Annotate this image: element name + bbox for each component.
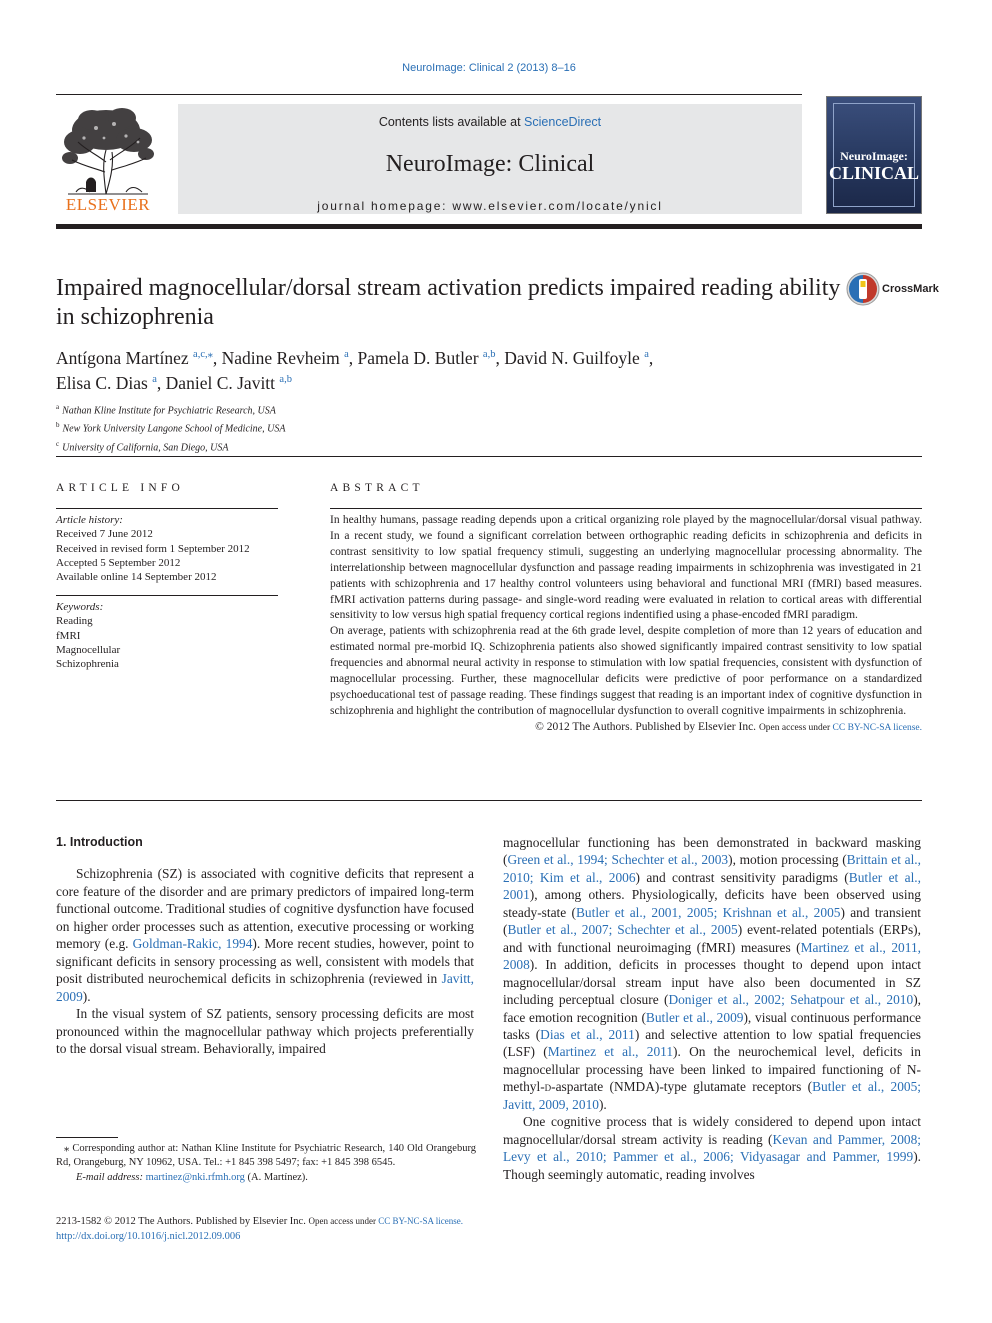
paragraph-text: ). Though seemingly automatic, reading involves (503, 1149, 921, 1182)
paragraph-text: ), visual continuous performance tasks ( (503, 1009, 921, 1042)
cover-title-line1: NeuroImage: (840, 149, 908, 163)
author[interactable] (222, 348, 349, 368)
paragraph-text: ), motion processing ( (728, 852, 847, 868)
footnote-rule (56, 1137, 118, 1138)
citation-link[interactable]: Goldman-Rakic, 1994 (132, 936, 253, 952)
citation-link[interactable]: Butler et al., 2009 (645, 1009, 744, 1025)
article-info-rule (56, 508, 278, 509)
small-caps-text: d (544, 1079, 552, 1095)
abstract-bottom-divider (56, 800, 922, 801)
author-affiliation-marks: a,b (279, 373, 292, 385)
citation-link[interactable]: Martinez et al., 2011 (547, 1044, 674, 1060)
paragraph-text: magnocellular functioning has been demonstrated in backward masking ( (503, 835, 921, 868)
author-name: Daniel C. Javitt (165, 372, 276, 393)
paragraph-text: ). On the neurochemical level, deficits in magnocellular processing have been linked to impaired functioning of N-methyl- (503, 1044, 921, 1095)
paragraph-text: ). (598, 1096, 607, 1112)
affiliation: $^c$ University of California, San Diego, USA (56, 439, 229, 453)
history-item: Accepted 5 September 2012 (56, 556, 181, 569)
copyright-text: © 2012 The Authors. Published by Elsevier Inc. (535, 720, 759, 733)
author-affiliation-marks: a (344, 349, 349, 360)
author-affiliation-marks: a,c,⁎ (193, 349, 213, 360)
paragraph-text: Schizophrenia (SZ) is associated with cognitive deficits that represent a core feature of the disorder and are primary predictors of impaired long-term functional outcome. Traditional studies of cognitive dysfunction have focused on higher order processes such as attention, executive processing or working memory (e.g. (56, 866, 474, 952)
citation-link[interactable]: Green et al., 1994; Schechter et al., 2003 (507, 852, 729, 868)
article-history (56, 513, 278, 584)
journal-cover-thumbnail[interactable] (826, 96, 922, 214)
citation-link[interactable]: Martinez et al., 2011, 2008 (503, 939, 921, 973)
journal-reference[interactable]: NeuroImage: Clinical 2 (2013) 8–16 (402, 62, 576, 74)
crossmark-label: CrossMark (882, 283, 939, 295)
keyword: fMRI (56, 629, 81, 642)
header-divider (56, 456, 922, 457)
paragraph-text: ), face emotion recognition ( (503, 992, 922, 1025)
masthead-panel (178, 104, 802, 214)
keywords-rule (56, 595, 278, 596)
license-link[interactable]: CC BY-NC-SA license. (378, 1216, 463, 1226)
citation-link[interactable]: Butler et al., 2005; Javitt, 2009, 2010 (503, 1079, 921, 1112)
journal-masthead (56, 94, 922, 230)
author-separator: , (212, 347, 222, 368)
citation-link[interactable]: Dias et al., 2011 (540, 1026, 635, 1042)
author-name: Elisa C. Dias (56, 372, 148, 393)
history-item: Received in revised form 1 September 2012 (56, 542, 250, 555)
body-paragraph (503, 834, 921, 1113)
crossmark-badge[interactable] (846, 272, 942, 308)
author-name: Antígona Martínez (56, 347, 189, 368)
journal-name: NeuroImage: Clinical (385, 151, 595, 177)
body-paragraph (56, 1005, 474, 1057)
elsevier-wordmark[interactable]: ELSEVIER (65, 195, 151, 214)
history-item: Received 7 June 2012 (56, 528, 153, 541)
footnote-text: Corresponding author at: Nathan Kline Institute for Psychiatric Research, 140 Old Orangeburg Rd, Orangeburg, NY 10962, USA. Tel.: +1 845 398 5497; fax: +1 845 398 6545. (56, 1143, 476, 1169)
abstract-heading: ABSTRACT (330, 482, 424, 494)
article-history-label: Article history: (56, 514, 123, 526)
citation-link[interactable]: Butler et al., 2001, 2005; Krishnan et al., 2005 (575, 904, 841, 920)
citation-link[interactable]: Butler et al., 2001 (503, 869, 921, 903)
keywords-label: Keywords: (56, 601, 104, 613)
paragraph-text: ). More recent studies, however, point to significant deficits in sensory processing as well, consistent with models that posit distributed neurochemical deficits in schizophrenia (reviewed in (56, 936, 474, 987)
sciencedirect-link[interactable]: ScienceDirect (524, 115, 602, 129)
open-access-text: Open access under (758, 722, 833, 733)
author[interactable] (358, 348, 496, 368)
masthead-bottom-rule (56, 224, 922, 229)
email-link[interactable]: martinez@nki.rfmh.org (145, 1171, 245, 1183)
body-paragraph (503, 1113, 921, 1183)
author-list (56, 344, 916, 394)
article-title: Impaired magnocellular/dorsal stream activation predicts impaired reading ability in schizophrenia (56, 275, 841, 330)
cover-title-line2: CLINICAL (828, 163, 920, 183)
citation-link[interactable]: Doniger et al., 2002; Sehatpour et al., 2010 (668, 992, 914, 1008)
citation-link[interactable]: Javitt, 2009 (56, 971, 474, 1004)
author-name: David N. Guilfoyle (504, 347, 640, 368)
author[interactable] (166, 373, 292, 393)
author-separator: , (156, 372, 166, 393)
body-column-left (56, 834, 474, 1057)
paragraph-text: -aspartate (NMDA)-type glutamate receptors ( (551, 1079, 813, 1095)
affiliation: $^a$ Nathan Kline Institute for Psychiatric Research, USA (56, 403, 276, 417)
author-separator: , (495, 347, 505, 368)
author-name: Nadine Revheim (221, 347, 340, 368)
paragraph-text: ) and transient ( (503, 904, 921, 938)
history-item: Available online 14 September 2012 (56, 571, 217, 584)
abstract (330, 513, 922, 737)
abstract-rule (330, 508, 922, 509)
affiliation: $^b$ New York University Langone School of Medicine, USA (56, 421, 286, 435)
email-suffix: (A. Martínez). (244, 1171, 308, 1183)
paragraph-text: In the visual system of SZ patients, sensory processing deficits are most pronounced within the magnocellular pathway which projects preferentially to the dorsal visual stream. Behaviorally, impaired (56, 1006, 474, 1056)
paragraph-text: ). In addition, deficits in processes thought to depend upon intact magnocellular/dorsal stream input have also been documented in SZ including perceptual closure ( (503, 957, 921, 1008)
keyword: Reading (56, 615, 93, 628)
author-affiliation-marks: a (644, 349, 649, 360)
email-label: E-mail address: (76, 1171, 146, 1183)
license-link[interactable]: CC BY-NC-SA license. (832, 722, 922, 733)
footnote-star: ⁎ (64, 1143, 70, 1154)
body-column-right (503, 834, 921, 1183)
affiliation-list (56, 400, 556, 455)
author[interactable] (56, 373, 157, 393)
citation-link[interactable]: Butler et al., 2007; Schechter et al., 2005 (507, 922, 738, 938)
citation-link[interactable]: Kevan and Pammer, 2008; Levy et al., 2010; Pammer et al., 2006; Vidyasagar and Pammer, 1999 (503, 1131, 922, 1165)
corresponding-author-footnote (56, 1142, 476, 1185)
author-affiliation-marks: a (152, 373, 157, 385)
author-separator: , (648, 347, 654, 368)
citation-link[interactable]: Brittain et al., 2010; Kim et al., 2006 (503, 852, 921, 885)
abstract-paragraph: In healthy humans, passage reading depends upon a critical organizing role played by the magnocellular/dorsal visual pathway. In a recent study, we found a significant correlation between orthographic reading deficits in schizophrenia and deficits in contrast sensitivity to low spatial frequency stimuli, suggesting an underlying magnocellular processing abnormality. The interrelationship between magnocellular dysfunction and passage reading impairments in schizophrenia was investigated in 21 patients with schizophrenia and 17 healthy control volunteers using behavioral and functional MRI (fMRI) based measures. fMRI activation patterns during passage- and single-word reading were evaluated in relation to cortical areas with differential sensitivity to low versus high spatial frequency cortical regions indentified using a phase-encoded fMRI paradigm. (330, 514, 922, 622)
masthead-top-rule (56, 94, 802, 95)
issn-and-doi (56, 1214, 756, 1244)
paragraph-text: ) event-related potentials (ERPs), and with functional neuroimaging (fMRI) measures ( (503, 922, 921, 955)
author-name: Pamela D. Butler (357, 347, 479, 368)
keyword: Magnocellular (56, 643, 121, 656)
article-info-heading: ARTICLE INFO (56, 482, 184, 494)
contents-line (178, 115, 802, 129)
email-line (56, 1171, 476, 1185)
paragraph-text: ) and selective attention to low spatial frequencies (LSF) ( (503, 1026, 921, 1060)
abstract-paragraph: On average, patients with schizophrenia read at the 6th grade level, despite completion of more than 12 years of education and estimated normal pre-morbid IQ. Schizophrenia patients also showed significantly impaired contrast sensitivity to low spatial frequencies and abnormal neural activity in response to stimulation with low spatial frequencies, consistent with dysfunction of magnocellular processing. Further, these magnocellular deficits were predictive of poor performance on a standardized psychoeducational test of passage reading. These findings suggest that reading is an important index of cognitive dysfunction in schizophrenia and highlight the contribution of magnocellular dysfunction to overall cognitive impairments in schizophrenia. (330, 625, 922, 717)
doi-link[interactable]: http://dx.doi.org/10.1016/j.nicl.2012.09.006 (56, 1230, 241, 1242)
crossmark-icon (846, 272, 880, 306)
issn-text: 2213-1582 © 2012 The Authors. Published by Elsevier Inc. (56, 1216, 309, 1227)
paragraph-text: ) and contrast sensitivity paradigms ( (635, 869, 849, 885)
abstract-copyright (330, 720, 922, 737)
author-affiliation-marks: a,b (482, 349, 496, 360)
journal-homepage-link[interactable]: journal homepage: www.elsevier.com/locate/ynicl (317, 199, 663, 213)
open-access-text: Open access under (308, 1216, 379, 1226)
author-separator: , (348, 347, 358, 368)
keywords (56, 600, 278, 671)
body-paragraph (56, 865, 474, 1005)
paragraph-text: One cognitive process that is widely considered to depend upon intact magnocellular/dorsal stream activity is reading ( (503, 1114, 921, 1147)
paragraph-text: ), among others. Physiologically, deficits have been observed using steady-state ( (503, 887, 921, 920)
issn-line (56, 1214, 756, 1230)
paragraph-text: ). (82, 988, 91, 1004)
author[interactable] (56, 348, 213, 368)
contents-prefix: Contents lists available at (378, 115, 525, 129)
section-heading: 1. Introduction (56, 835, 143, 849)
author[interactable] (504, 348, 649, 368)
keyword: Schizophrenia (56, 658, 119, 671)
